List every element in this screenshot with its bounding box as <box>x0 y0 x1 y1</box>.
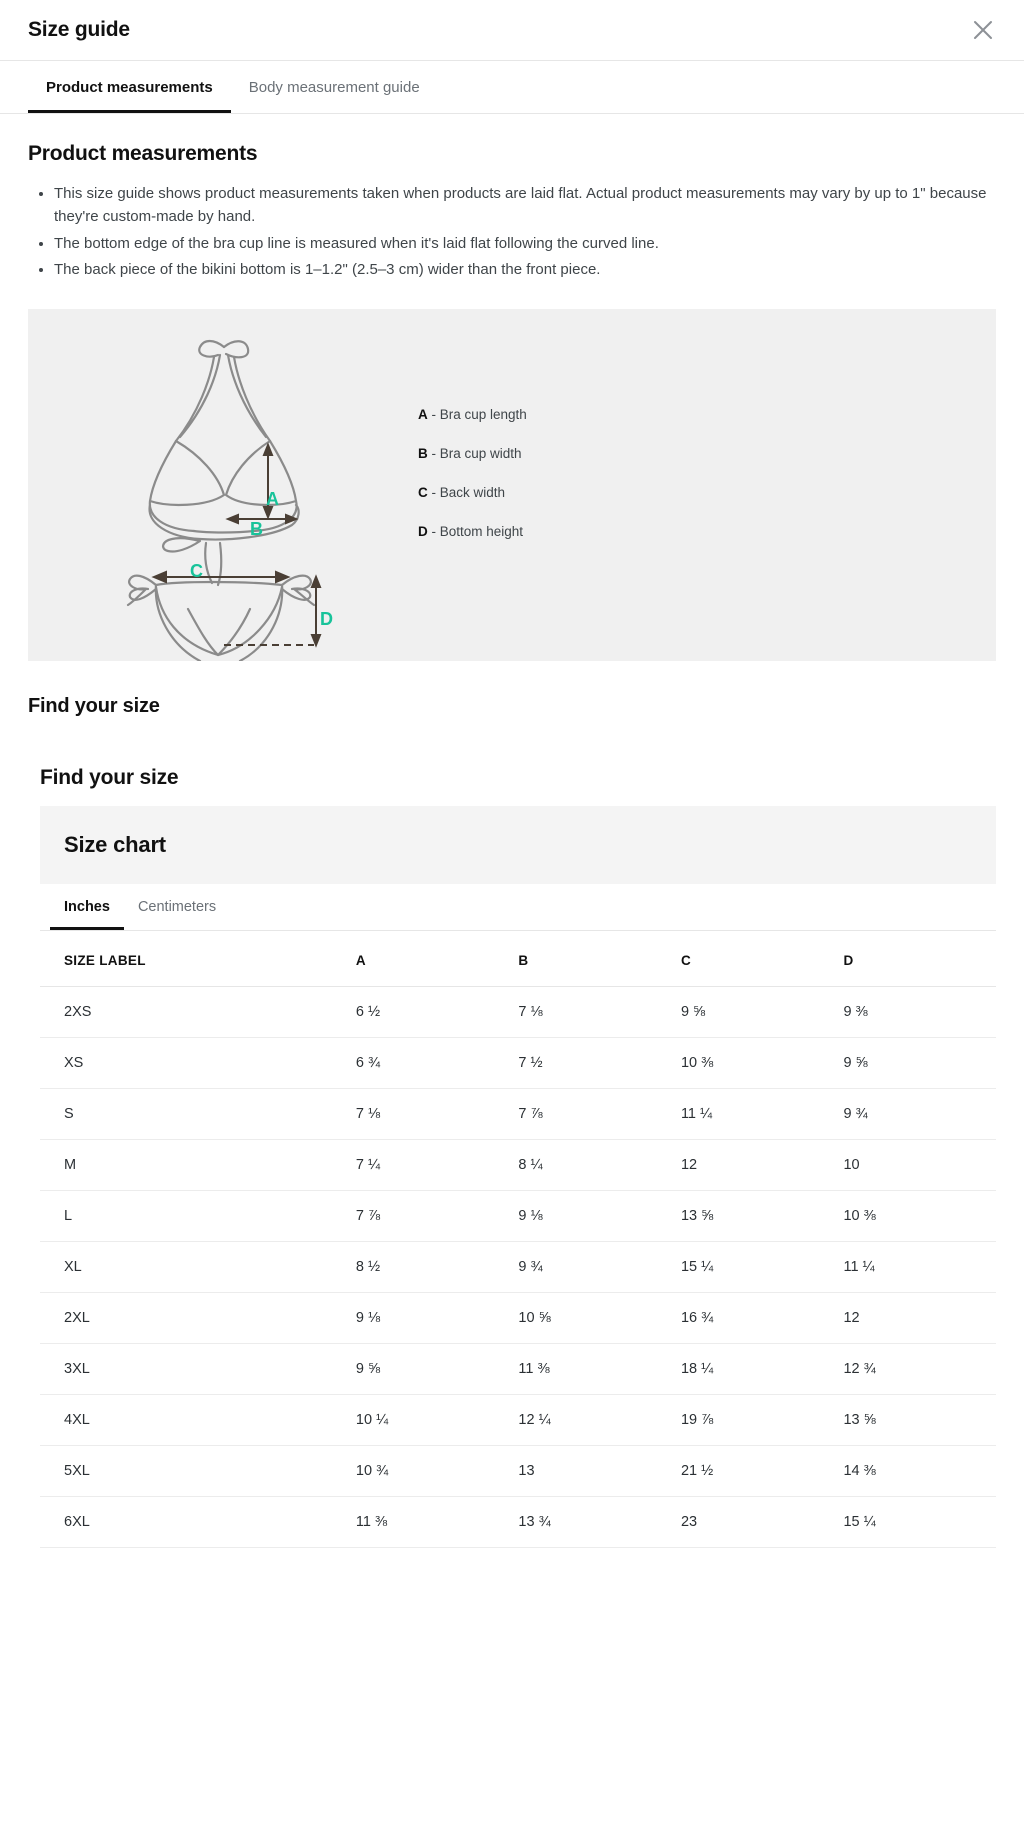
cell-d: 14 ⅜ <box>833 1446 996 1497</box>
legend-key: C <box>418 485 428 500</box>
table-header-row <box>40 931 996 987</box>
product-measurements-notes <box>28 182 996 281</box>
cell-size-label: 5XL <box>40 1446 346 1497</box>
bikini-diagram-svg <box>28 309 408 661</box>
tab-product-measurements[interactable]: Product measurements <box>28 61 231 113</box>
column-header-d: D <box>833 931 996 987</box>
size-chart-card <box>40 806 996 1548</box>
measurement-diagram-panel <box>28 309 996 661</box>
column-header-b: B <box>508 931 671 987</box>
cell-size-label: L <box>40 1191 346 1242</box>
cell-d: 9 ¾ <box>833 1089 996 1140</box>
cell-b: 11 ⅜ <box>508 1344 671 1395</box>
cell-c: 12 <box>671 1140 834 1191</box>
cell-c: 13 ⅝ <box>671 1191 834 1242</box>
size-chart-table <box>40 931 996 1548</box>
cell-size-label: S <box>40 1089 346 1140</box>
product-measurements-heading: Product measurements <box>28 142 258 165</box>
cell-a: 7 ¼ <box>346 1140 509 1191</box>
cell-d: 11 ¼ <box>833 1242 996 1293</box>
product-measurements-section <box>0 142 1024 281</box>
legend-key: B <box>418 446 428 461</box>
cell-d: 9 ⅜ <box>833 987 996 1038</box>
cell-b: 8 ¼ <box>508 1140 671 1191</box>
cell-c: 21 ½ <box>671 1446 834 1497</box>
cell-d: 12 <box>833 1293 996 1344</box>
table-row <box>40 1293 996 1344</box>
column-header-a: A <box>346 931 509 987</box>
note-item: • This size guide shows product measurements taken when products are laid flat. Actual product measurements may vary by up to 1" because they're custom-made by hand. <box>54 182 996 229</box>
cell-a: 9 ⅝ <box>346 1344 509 1395</box>
cell-b: 7 ⅞ <box>508 1089 671 1140</box>
cell-c: 18 ¼ <box>671 1344 834 1395</box>
cell-size-label: 2XL <box>40 1293 346 1344</box>
cell-d: 15 ¼ <box>833 1497 996 1548</box>
column-header-c: C <box>671 931 834 987</box>
size-chart-header <box>40 806 996 884</box>
cell-a: 11 ⅜ <box>346 1497 509 1548</box>
cell-d: 9 ⅝ <box>833 1038 996 1089</box>
cell-b: 13 ¾ <box>508 1497 671 1548</box>
guide-tabs <box>0 61 1024 114</box>
legend-text: - Back width <box>431 485 506 500</box>
legend-text: - Bottom height <box>431 524 524 539</box>
column-header-size-label: SIZE LABEL <box>40 931 346 987</box>
table-row <box>40 1140 996 1191</box>
find-your-size-subheading: Find your size <box>40 766 179 789</box>
table-row <box>40 987 996 1038</box>
cell-b: 7 ½ <box>508 1038 671 1089</box>
cell-d: 12 ¾ <box>833 1344 996 1395</box>
note-item: • The bottom edge of the bra cup line is measured when it's laid flat following the curved line. <box>54 232 996 255</box>
cell-d: 10 <box>833 1140 996 1191</box>
cell-d: 13 ⅝ <box>833 1395 996 1446</box>
cell-b: 9 ¾ <box>508 1242 671 1293</box>
cell-size-label: M <box>40 1140 346 1191</box>
cell-c: 11 ¼ <box>671 1089 834 1140</box>
cell-a: 9 ⅛ <box>346 1293 509 1344</box>
cell-b: 12 ¼ <box>508 1395 671 1446</box>
cell-a: 6 ¾ <box>346 1038 509 1089</box>
marker-d: D <box>320 609 333 629</box>
table-row <box>40 1191 996 1242</box>
legend-text: - Bra cup width <box>431 446 522 461</box>
legend-item-d <box>418 524 996 539</box>
size-chart-title: Size chart <box>64 832 166 857</box>
cell-a: 6 ½ <box>346 987 509 1038</box>
table-row <box>40 1395 996 1446</box>
table-row <box>40 1242 996 1293</box>
cell-c: 23 <box>671 1497 834 1548</box>
cell-b: 9 ⅛ <box>508 1191 671 1242</box>
cell-c: 16 ¾ <box>671 1293 834 1344</box>
cell-size-label: XS <box>40 1038 346 1089</box>
legend-item-b <box>418 446 996 461</box>
marker-b: B <box>250 519 263 539</box>
unit-tabs <box>40 884 996 931</box>
cell-c: 15 ¼ <box>671 1242 834 1293</box>
cell-a: 10 ¾ <box>346 1446 509 1497</box>
cell-b: 10 ⅝ <box>508 1293 671 1344</box>
tab-inches[interactable]: Inches <box>50 884 124 930</box>
cell-size-label: 4XL <box>40 1395 346 1446</box>
cell-size-label: 3XL <box>40 1344 346 1395</box>
legend-item-a <box>418 407 996 422</box>
legend-key: D <box>418 524 428 539</box>
diagram-legend <box>408 407 996 563</box>
size-chart-block <box>0 766 1024 1548</box>
marker-a: A <box>266 489 279 509</box>
close-icon[interactable] <box>966 13 1000 47</box>
cell-size-label: 6XL <box>40 1497 346 1548</box>
tab-centimeters[interactable]: Centimeters <box>124 884 230 930</box>
legend-key: A <box>418 407 428 422</box>
cell-a: 8 ½ <box>346 1242 509 1293</box>
note-item: • The back piece of the bikini bottom is 1–1.2" (2.5–3 cm) wider than the front piece. <box>54 258 996 281</box>
legend-text: - Bra cup length <box>431 407 527 422</box>
cell-size-label: XL <box>40 1242 346 1293</box>
legend-item-c <box>418 485 996 500</box>
table-row <box>40 1446 996 1497</box>
cell-c: 9 ⅝ <box>671 987 834 1038</box>
cell-a: 7 ⅛ <box>346 1089 509 1140</box>
cell-a: 10 ¼ <box>346 1395 509 1446</box>
tab-body-measurement-guide[interactable]: Body measurement guide <box>231 61 438 113</box>
cell-b: 7 ⅛ <box>508 987 671 1038</box>
page-title: Size guide <box>28 18 130 41</box>
table-row <box>40 1038 996 1089</box>
table-row <box>40 1089 996 1140</box>
cell-c: 19 ⅞ <box>671 1395 834 1446</box>
find-your-size-section <box>0 695 1024 718</box>
cell-d: 10 ⅜ <box>833 1191 996 1242</box>
cell-size-label: 2XS <box>40 987 346 1038</box>
cell-b: 13 <box>508 1446 671 1497</box>
cell-c: 10 ⅜ <box>671 1038 834 1089</box>
cell-a: 7 ⅞ <box>346 1191 509 1242</box>
table-row <box>40 1344 996 1395</box>
table-row <box>40 1497 996 1548</box>
modal-header <box>0 0 1024 61</box>
find-your-size-heading: Find your size <box>28 695 160 717</box>
bikini-measurement-diagram <box>28 309 408 661</box>
marker-c: C <box>190 561 203 581</box>
close-glyph <box>972 19 994 41</box>
